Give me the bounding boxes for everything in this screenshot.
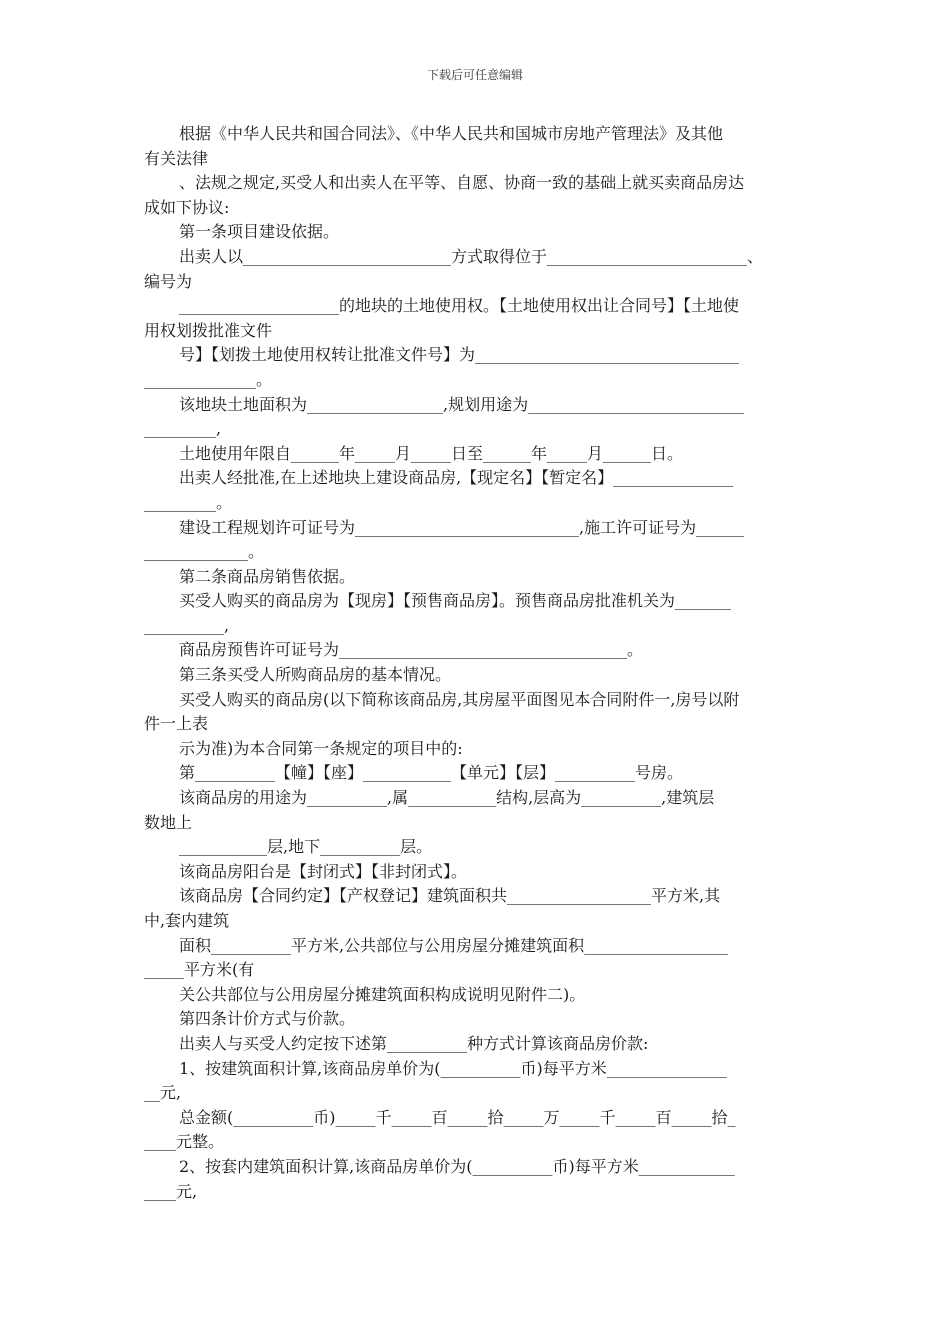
contract-line: ____元整。 <box>144 1132 225 1152</box>
contract-line: 第__________【幢】【座】___________【单元】【层】__________号房。 <box>179 763 684 783</box>
contract-line: 成如下协议: <box>144 197 230 217</box>
contract-line: 中,套内建筑 <box>144 911 230 930</box>
contract-line: 面积__________平方米,公共部位与公用房屋分摊建筑面积__________________ <box>179 935 729 955</box>
contract-line: 商品房预售许可证号为____________________________________。 <box>179 640 644 660</box>
contract-line: _________。 <box>144 492 233 512</box>
contract-line: 示为准)为本合同第一条规定的项目中的: <box>179 738 463 758</box>
contract-line: 数地上 <box>144 812 193 832</box>
contract-line: 用权划拨批准文件 <box>144 320 273 340</box>
contract-line: _____平方米(有 <box>144 960 255 980</box>
contract-line: ___________层,地下__________层。 <box>179 837 433 857</box>
contract-line: 买受人购买的商品房(以下简称该商品房,其房屋平面图见本合同附件一,房号以附 <box>179 689 740 709</box>
contract-line: ____________________的地块的土地使用权。【土地使用权出让合同号】【土地使 <box>179 296 740 316</box>
contract-line: 第一条项目建设依据。 <box>179 222 340 242</box>
contract-line: 总金额(__________币)_____千_____百_____拾_____万_____千_____百_____拾_ <box>179 1107 736 1127</box>
contract-line: ______________。 <box>144 369 273 389</box>
contract-line: 编号为 <box>144 271 193 291</box>
contract-line: 1、按建筑面积计算,该商品房单价为(__________币)每平方米_______________ <box>179 1058 727 1078</box>
contract-line: 该商品房的用途为__________,属___________结构,层高为__________,建筑层 <box>179 788 715 808</box>
page-header: 下载后可任意编辑 <box>426 68 523 82</box>
contract-line: __元, <box>144 1083 182 1103</box>
contract-line: 出卖人与买受人约定按下述第__________种方式计算该商品房价款: <box>179 1033 649 1053</box>
contract-line: 关公共部位与公用房屋分摊建筑面积构成说明见附件二)。 <box>179 984 586 1004</box>
contract-line: _____________。 <box>144 542 265 562</box>
contract-line: 第三条买受人所购商品房的基本情况。 <box>179 665 452 685</box>
contract-line: 该商品房阳台是【封闭式】【非封闭式】。 <box>179 861 468 881</box>
contract-line: 土地使用年限自______年_____月_____日至______年_____月______日。 <box>179 443 684 463</box>
contract-line: 出卖人经批准,在上述地块上建设商品房,【现定名】【暂定名】_______________ <box>179 468 734 488</box>
contract-line: 第二条商品房销售依据。 <box>179 566 356 586</box>
contract-line: 买受人购买的商品房为【现房】【预售商品房】。预售商品房批准机关为_______ <box>179 591 732 611</box>
contract-line: __________, <box>144 615 230 635</box>
contract-line: 出卖人以__________________________方式取得位于_________________________、 <box>179 246 764 266</box>
contract-line: 有关法律 <box>144 148 209 168</box>
contract-line: 该地块土地面积为_________________,规划用途为___________________________ <box>179 394 745 414</box>
contract-line: 号】【划拨土地使用权转让批准文件号】为_________________________________ <box>179 345 740 365</box>
contract-line: 、法规之规定,买受人和出卖人在平等、自愿、协商一致的基础上就买卖商品房达 <box>179 173 745 193</box>
contract-line: 该商品房【合同约定】【产权登记】建筑面积共__________________平方米,其 <box>179 886 721 906</box>
contract-line: 建设工程规划许可证号为____________________________,施工许可证号为______ <box>179 517 745 537</box>
contract-line: ____元, <box>144 1181 198 1201</box>
contract-line: 第四条计价方式与价款。 <box>179 1009 356 1029</box>
contract-line: 件一上表 <box>144 714 209 734</box>
contract-line: _________, <box>144 419 222 439</box>
contract-body <box>144 122 804 1204</box>
contract-line: 根据《中华人民共和国合同法》、《中华人民共和国城市房地产管理法》及其他 <box>179 124 724 143</box>
contract-line: 2、按套内建筑面积计算,该商品房单价为(__________币)每平方米____________ <box>179 1156 735 1176</box>
